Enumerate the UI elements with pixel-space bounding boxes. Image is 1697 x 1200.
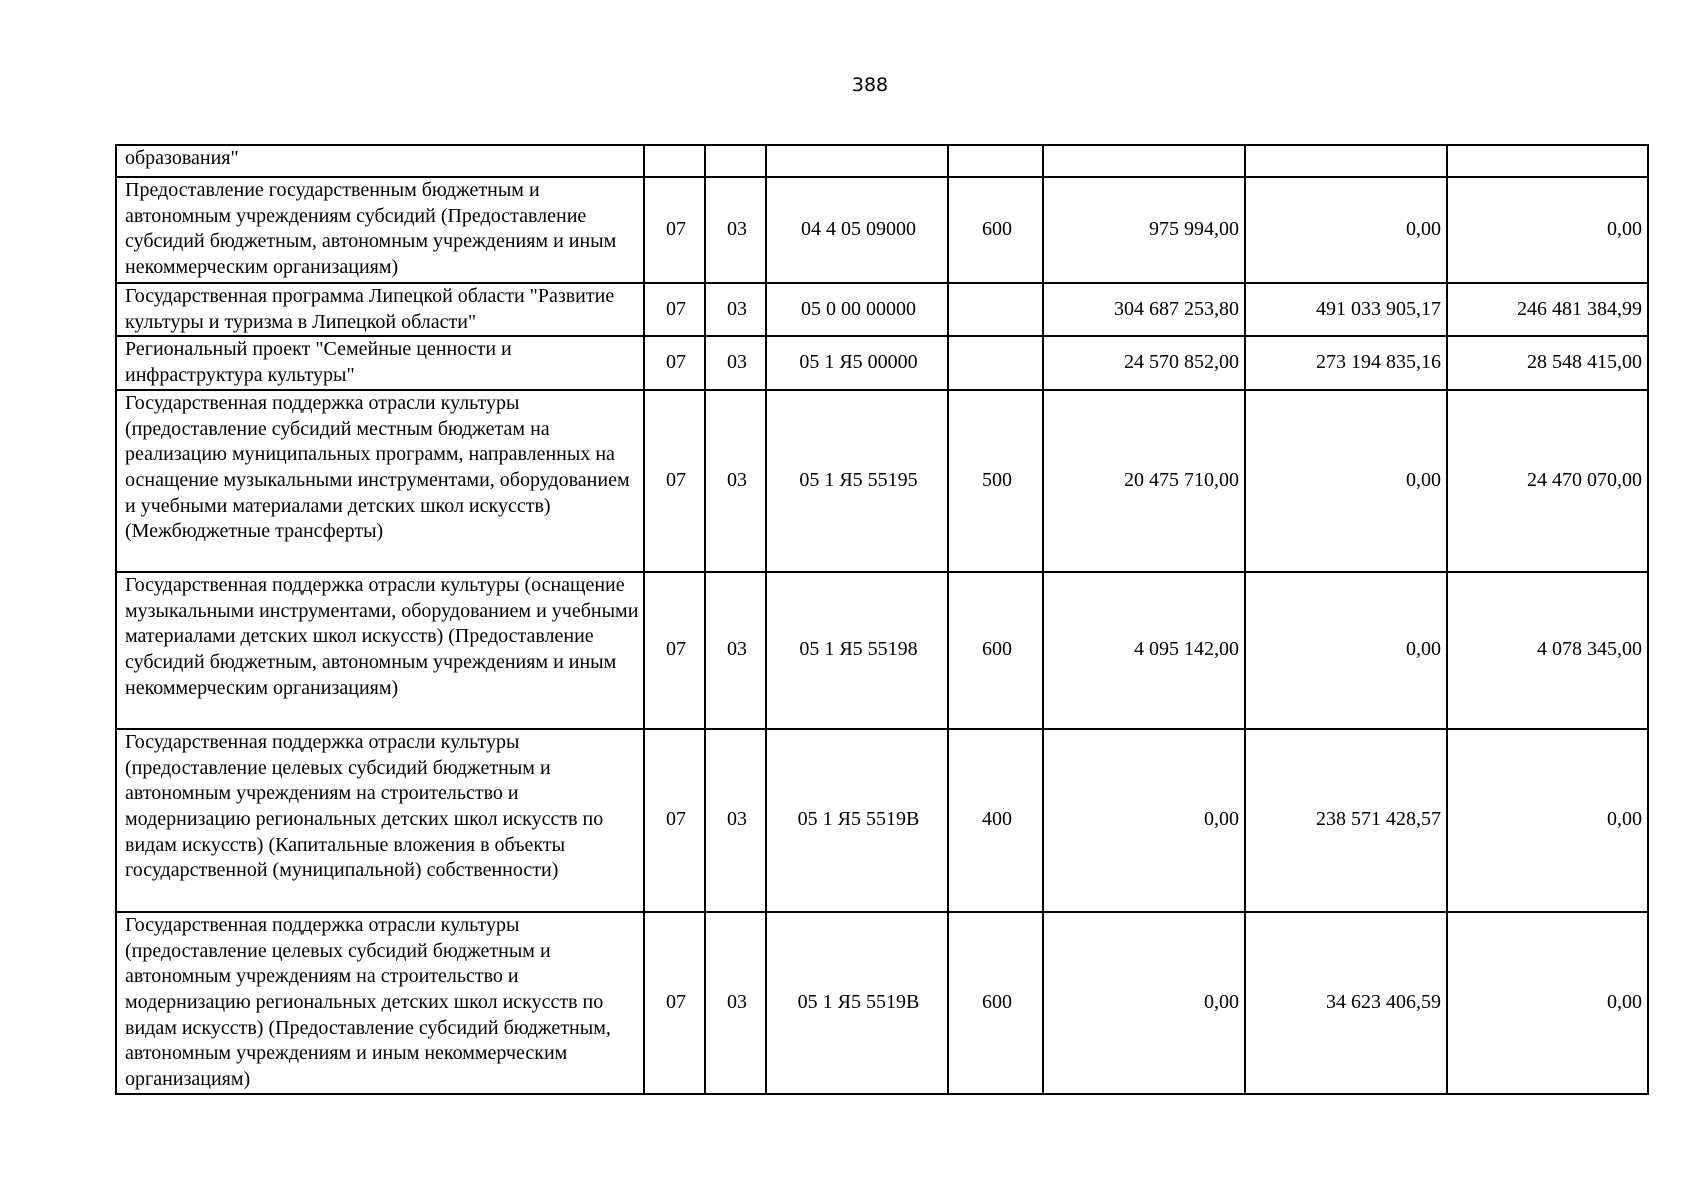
expense-type-code: 500 <box>948 390 1043 572</box>
section-code: 07 <box>644 177 705 283</box>
amount-year-3: 4 078 345,00 <box>1447 572 1648 729</box>
amount-year-1: 20 475 710,00 <box>1043 390 1245 572</box>
row-description: образования" <box>116 145 644 177</box>
target-article-code: 05 0 00 00000 <box>766 283 948 336</box>
amount-year-1: 304 687 253,80 <box>1043 283 1245 336</box>
target-article-code: 05 1 Я5 5519В <box>766 912 948 1094</box>
amount-year-2: 0,00 <box>1245 390 1447 572</box>
table-row <box>116 177 1648 283</box>
table-row <box>116 912 1648 1094</box>
target-article-code: 05 1 Я5 5519В <box>766 729 948 912</box>
target-article-code: 05 1 Я5 55195 <box>766 390 948 572</box>
amount-year-2: 491 033 905,17 <box>1245 283 1447 336</box>
expense-type-code <box>948 283 1043 336</box>
section-code <box>644 145 705 177</box>
row-description: Предоставление государственным бюджетным и автономным учреждениям субсидий (Предоставление субсидий бюджетным, автономным учреждениям и иным некоммерческим организациям) <box>116 177 644 283</box>
amount-year-1: 0,00 <box>1043 729 1245 912</box>
subsection-code: 03 <box>705 283 766 336</box>
amount-year-1: 975 994,00 <box>1043 177 1245 283</box>
amount-year-3 <box>1447 145 1648 177</box>
budget-table <box>115 144 1649 1095</box>
amount-year-3: 28 548 415,00 <box>1447 336 1648 389</box>
table-row <box>116 729 1648 912</box>
amount-year-2: 0,00 <box>1245 177 1447 283</box>
amount-year-2 <box>1245 145 1447 177</box>
subsection-code: 03 <box>705 177 766 283</box>
subsection-code: 03 <box>705 572 766 729</box>
section-code: 07 <box>644 336 705 389</box>
row-description: Государственная поддержка отрасли культуры (предоставление субсидий местным бюджетам на реализацию муниципальных программ, направленных на оснащение музыкальными инструментами, оборудованием и учебными материалами детских школ искусств) (Межбюджетные трансферты) <box>116 390 644 572</box>
section-code: 07 <box>644 390 705 572</box>
amount-year-3: 0,00 <box>1447 912 1648 1094</box>
amount-year-1: 4 095 142,00 <box>1043 572 1245 729</box>
row-description: Региональный проект "Семейные ценности и инфраструктура культуры" <box>116 336 644 389</box>
amount-year-3: 24 470 070,00 <box>1447 390 1648 572</box>
subsection-code: 03 <box>705 390 766 572</box>
amount-year-2: 34 623 406,59 <box>1245 912 1447 1094</box>
page-number: 388 <box>851 74 889 96</box>
table-row <box>116 572 1648 729</box>
table-body <box>116 145 1648 1094</box>
table-row <box>116 390 1648 572</box>
target-article-code: 05 1 Я5 55198 <box>766 572 948 729</box>
table-row <box>116 336 1648 389</box>
expense-type-code: 600 <box>948 177 1043 283</box>
amount-year-1 <box>1043 145 1245 177</box>
table-row <box>116 283 1648 336</box>
row-description: Государственная поддержка отрасли культуры (оснащение музыкальными инструментами, оборудованием и учебными материалами детских школ искусств) (Предоставление субсидий бюджетным, автономным учреждениям и иным некоммерческим организациям) <box>116 572 644 729</box>
subsection-code <box>705 145 766 177</box>
expense-type-code: 600 <box>948 912 1043 1094</box>
amount-year-3: 246 481 384,99 <box>1447 283 1648 336</box>
amount-year-3: 0,00 <box>1447 729 1648 912</box>
amount-year-2: 273 194 835,16 <box>1245 336 1447 389</box>
expense-type-code <box>948 145 1043 177</box>
expense-type-code: 600 <box>948 572 1043 729</box>
row-description: Государственная программа Липецкой области "Развитие культуры и туризма в Липецкой области" <box>116 283 644 336</box>
amount-year-3: 0,00 <box>1447 177 1648 283</box>
subsection-code: 03 <box>705 336 766 389</box>
expense-type-code: 400 <box>948 729 1043 912</box>
table-row <box>116 145 1648 177</box>
section-code: 07 <box>644 283 705 336</box>
section-code: 07 <box>644 912 705 1094</box>
target-article-code: 04 4 05 09000 <box>766 177 948 283</box>
row-description: Государственная поддержка отрасли культуры (предоставление целевых субсидий бюджетным и автономным учреждениям на строительство и модернизацию региональных детских школ искусств по видам искусств) (Капитальные вложения в объекты государственной (муниципальной) собственности) <box>116 729 644 912</box>
subsection-code: 03 <box>705 912 766 1094</box>
amount-year-1: 24 570 852,00 <box>1043 336 1245 389</box>
expense-type-code <box>948 336 1043 389</box>
amount-year-2: 238 571 428,57 <box>1245 729 1447 912</box>
target-article-code <box>766 145 948 177</box>
section-code: 07 <box>644 729 705 912</box>
subsection-code: 03 <box>705 729 766 912</box>
amount-year-2: 0,00 <box>1245 572 1447 729</box>
target-article-code: 05 1 Я5 00000 <box>766 336 948 389</box>
section-code: 07 <box>644 572 705 729</box>
amount-year-1: 0,00 <box>1043 912 1245 1094</box>
row-description: Государственная поддержка отрасли культуры (предоставление целевых субсидий бюджетным и автономным учреждениям на строительство и модернизацию региональных детских школ искусств по видам искусств) (Предоставление субсидий бюджетным, автономным учреждениям и иным некоммерческим организациям) <box>116 912 644 1094</box>
